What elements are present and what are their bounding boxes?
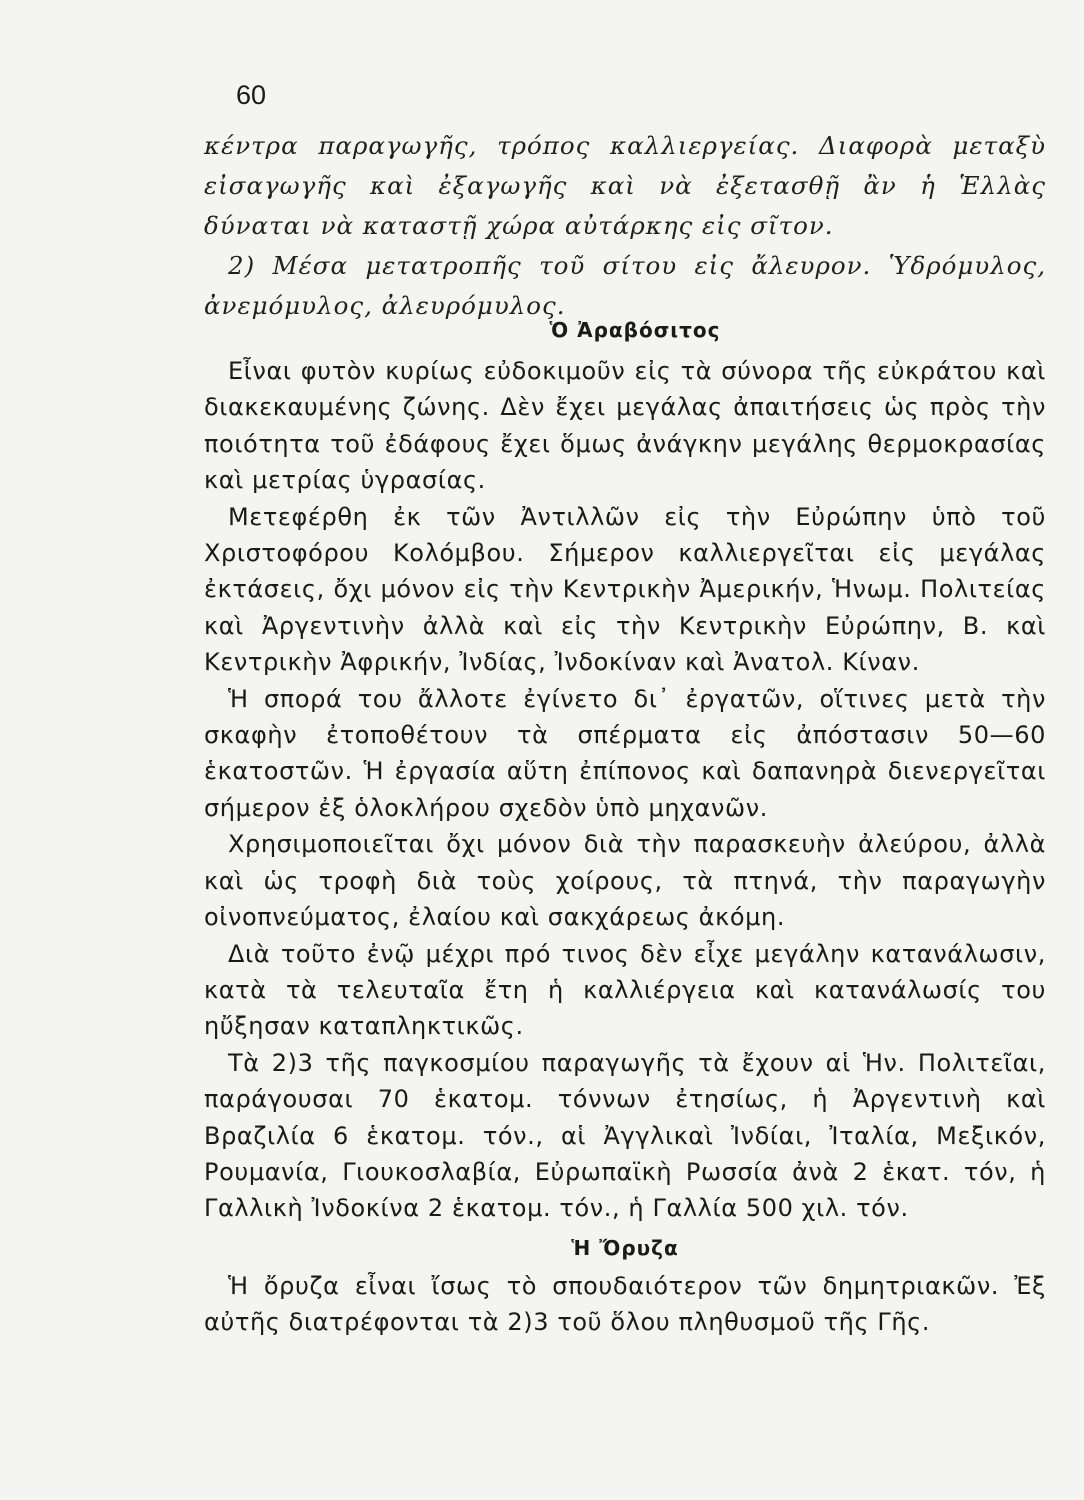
body-paragraph: Ἡ σπορά του ἄλλοτε ἐγίνετο δι᾽ ἐργατῶν, οἵτινες μετὰ τὴν σκαφὴν ἐτοποθέτουν τὰ σπέρματα εἰς ἀπόστασιν 50—60 ἑκατοστῶν. Ἡ ἐργασία αὕτη ἐπίπονος καὶ δαπανηρὰ διενεργεῖται σήμερον ἐξ ὁλοκλήρου σχεδὸν ὑπὸ μηχανῶν. [204,684,1046,822]
italic-paragraph: 2) Μέσα μετατροπῆς τοῦ σίτου εἰς ἄλευρον. Ὑδρόμυλος, ἀνεμόμυλος, ἀλευρόμυλος. [204,251,1046,320]
italic-paragraph: κέντρα παραγωγῆς, τρόπος καλλιεργείας. Διαφορὰ μεταξὺ εἰσαγωγῆς καὶ ἐξαγωγῆς καὶ νὰ ἐξετασθῇ ἂν ἡ Ἑλλὰς δύναται νὰ καταστῇ χώρα αὐτάρκης εἰς σῖτον. [204,131,1046,240]
body-paragraph: Διὰ τοῦτο ἐνῷ μέχρι πρό τινος δὲν εἶχε μεγάλην κατανάλωσιν, κατὰ τὰ τελευταῖα ἔτη ἡ καλλιέργεια καὶ κατανάλωσίς του ηὔξησαν καταπληκτικῶς. [204,939,1046,1041]
page-number: 60 [236,80,267,110]
body-paragraph: Εἶναι φυτὸν κυρίως εὐδοκιμοῦν εἰς τὰ σύνορα τῆς εὐκράτου καὶ διακεκαυμένης ζώνης. Δὲν ἔχει μεγάλας ἀπαιτήσεις ὡς πρὸς τὴν ποιότητα τοῦ ἐδάφους ἔχει ὅμως ἀνάγκην μεγάλης θερμοκρασίας καὶ μετρίας ὑγρασίας. [204,357,1046,495]
body-paragraph: Χρησιμοποιεῖται ὄχι μόνον διὰ τὴν παρασκευὴν ἀλεύρου, ἀλλὰ καὶ ὡς τροφὴ διὰ τοὺς χοίρους, τὰ πτηνά, τὴν παραγωγὴν οἰνοπνεύματος, ἐλαίου καὶ σακχάρεως ἀκόμη. [204,830,1046,932]
maize-section-body [204,353,1046,1227]
rice-section-body [204,1268,1046,1341]
section-heading-maize: Ὁ Ἀραβόσιτος [549,318,721,342]
section-heading-rice: Ἡ Ὄρυζα [571,1236,679,1260]
body-paragraph: Μετεφέρθη ἐκ τῶν Ἀντιλλῶν εἰς τὴν Εὐρώπην ὑπὸ τοῦ Χριστοφόρου Κολόμβου. Σήμερον καλλιεργεῖται εἰς μεγάλας ἐκτάσεις, ὄχι μόνον εἰς τὴν Κεντρικὴν Ἀμερικήν, Ἡνωμ. Πολιτείας καὶ Ἀργεντινὴν ἀλλὰ καὶ εἰς τὴν Κεντρικὴν Εὐρώπην, Β. καὶ Κεντρικὴν Ἀφρικήν, Ἰνδίας, Ἰνδοκίναν καὶ Ἀνατολ. Κίναν. [204,502,1046,677]
body-paragraph: Ἡ ὄρυζα εἶναι ἴσως τὸ σπουδαιότερον τῶν δημητριακῶν. Ἐξ αὐτῆς διατρέφονται τὰ 2)3 τοῦ ὅλου πληθυσμοῦ τῆς Γῆς. [204,1272,1046,1337]
body-paragraph: Τὰ 2)3 τῆς παγκοσμίου παραγωγῆς τὰ ἔχουν αἱ Ἡν. Πολιτεῖαι, παράγουσαι 70 ἑκατομ. τόννων ἐτησίως, ἡ Ἀργεντινὴ καὶ Βραζιλία 6 ἑκατομ. τόν., αἱ Ἀγγλικαὶ Ἰνδίαι, Ἰταλία, Μεξικόν, Ρουμανία, Γιουκοσλαβία, Εὐρωπαϊκὴ Ρωσσία ἀνὰ 2 ἑκατ. τόν, ἡ Γαλλικὴ Ἰνδοκίνα 2 ἑκατομ. τόν., ἡ Γαλλία 500 χιλ. τόν. [204,1048,1046,1223]
italic-topics-block [204,126,1046,326]
